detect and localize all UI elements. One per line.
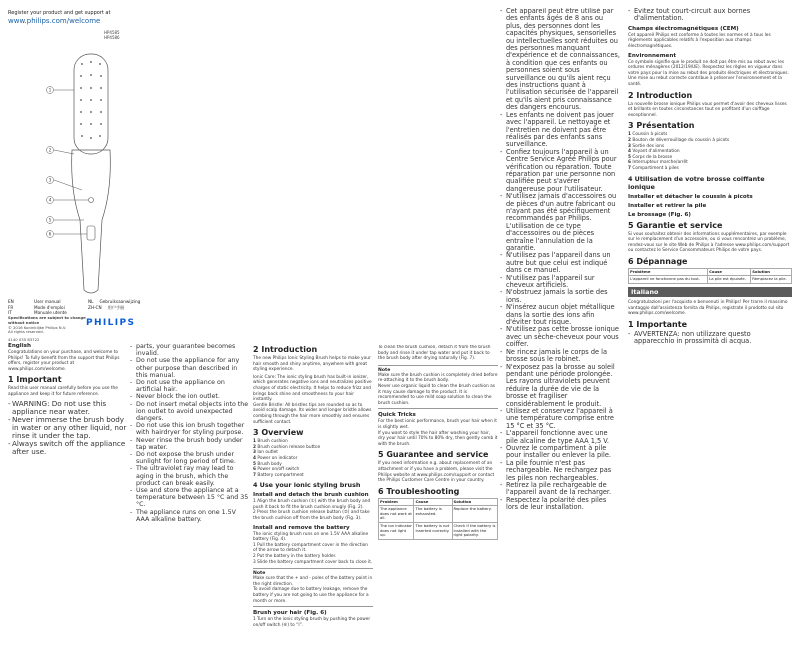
column-header: Problème: [629, 268, 708, 276]
overview-item: 3 Sortie des ions: [628, 143, 665, 149]
section-heading: 2 Introduction: [253, 345, 318, 354]
step: To clean the brush cushion, detach it from the brush body and rinse it under tap water and put it back to the brush body after drying naturally (Fig. 7).: [378, 345, 491, 362]
overview-item: 7 Compartiment à piles: [628, 165, 679, 171]
italian-language-bar: Italiano: [628, 287, 792, 297]
overview-item: 7 Battery compartment: [253, 472, 304, 478]
list-item: - Cet appareil peut être utilisé par des enfants âgés de 8 ans ou plus, des personnes dont les capacités physiques, sensorielles ou intellectuelles sont réduites ou des personnes manquant d'expérience et de connaissances, à condition que ces enfants ou personnes soient sous surveillance ou qu'ils aient reçu des instructions quant à l'utilisation sécurisée de l'appareil et qu'ils aient pris connaissance des dangers encourus.: [500, 8, 620, 112]
table-cell: L'appareil ne fonctionne pas du tout.: [629, 276, 708, 284]
note-title: Note: [378, 367, 391, 373]
list-item: - N'exposez pas la brosse au soleil pendant une période prolongée. Les rayons ultraviolets peuvent réduire la durée de vie de la brosse et fragiliser considérablement le produit.: [500, 364, 620, 408]
table-row: [379, 506, 498, 523]
list-item: - N'utilisez jamais d'accessoires ou de pièces d'un autre fabricant ou n'ayant pas été spécifiquement recommandés par Philips. L'utilisation de ce type d'accessoires ou de pièces entraîne l'annulation de la garantie.: [500, 193, 620, 252]
overview-item: 1 Coussin à picots: [628, 132, 668, 138]
note-item: To avoid damage due to battery leakage, remove the battery if you are not going to use the appliance for a month or more.: [253, 587, 369, 604]
language-code: FR: [8, 304, 14, 310]
table-row: [629, 276, 792, 284]
list-item: - Use and store the appliance at a temperature between 15 °C and 35 °C.: [130, 487, 250, 509]
table-cell: The ion indicator does not light up.: [379, 523, 414, 540]
table-cell: Check if the battery is installed with the right polarity.: [452, 523, 498, 540]
table-cell: Remplacez la pile.: [751, 276, 792, 284]
table-header-row: [629, 268, 792, 276]
note-item: Make sure that the + and - poles of the battery point in the right direction.: [253, 576, 373, 587]
list-item: - Never block the ion outlet.: [130, 393, 250, 400]
callout-number: 4: [48, 197, 52, 203]
step: 3 Slide the battery compartment cover back to close it.: [253, 559, 373, 565]
overview-item: 5 Corps de la brosse: [628, 154, 673, 160]
list-item: - N'obstruez jamais la sortie des ions.: [500, 289, 620, 304]
welcome-url[interactable]: www.philips.com/welcome: [8, 17, 101, 25]
note-box: [253, 568, 373, 607]
table-row: [379, 523, 498, 540]
spec-note: Specifications are subject to change without notice: [8, 315, 86, 325]
subsection-heading: Install and remove the battery: [253, 524, 350, 531]
list-item: - Do not insert metal objects into the ion outlet to avoid unexpected dangers.: [130, 401, 250, 423]
feature-text: Gentle Bristle: All bristles tips are rounded so as to avoid scalp damage. Its wider and longer bristle allows combing through the hair more smoothly and ensures sufficient contact.: [253, 402, 372, 425]
step: 1 Pull the battery compartment cover in the direction of the arrow to detach it.: [253, 542, 368, 554]
section-heading: 1 Important: [8, 375, 62, 385]
column-header: Solution: [452, 498, 498, 506]
french-warning-list-end: [628, 8, 792, 23]
list-item: - Retirez la pile rechargeable de l'appareil avant de la recharger.: [500, 482, 620, 497]
list-item: - Les enfants ne doivent pas jouer avec l'appareil. Le nettoyage et l'entretien ne doivent pas être réalisés par des enfants sans surveillance.: [500, 112, 620, 149]
brush-illustration: [44, 50, 122, 300]
language-heading: English: [8, 343, 31, 349]
guarantee-text: Si vous souhaitez obtenir des informations supplémentaires, par exemple sur le remplacement d'un accessoire, ou si vous rencontrez un problème, rendez-vous sur le site Web de Philips à l'adresse www.philips.com/support ou contactez le Service Consommateurs Philips de votre pays.: [628, 231, 790, 254]
overview-list: [253, 439, 373, 478]
column-header: Solution: [751, 268, 792, 276]
list-item: - The ultraviolet ray may lead to aging in the brush, which the product can break easily.: [130, 465, 250, 487]
list-item: - parts, your guarantee becomes invalid.: [130, 343, 250, 357]
introduction-text: The new Philips Ionic Styling Brush helps to make your hair smooth and shiny anytime, anywhere with great styling experience.: [253, 356, 371, 373]
table-header-row: [379, 498, 498, 506]
section-heading: 4 Use your ionic styling brush: [253, 481, 361, 490]
section-heading: 3 Overview: [253, 428, 304, 438]
copyright: © 2016 Koninklijke Philips N.V.: [8, 324, 67, 330]
model-numbers: [104, 30, 120, 40]
subsection-heading: Brush your hair (Fig. 6): [253, 610, 327, 617]
section-heading: 5 Garantie et service: [628, 220, 723, 230]
philips-logo: PHILIPS: [86, 318, 136, 328]
callout-number: 6: [48, 231, 52, 237]
english-column-3: [253, 345, 373, 628]
register-text: Register your product and get support at: [8, 10, 111, 16]
overview-list: [628, 132, 792, 171]
step: 1 Align the brush cushion (①) with the brush body and push it back to fit the brush cushion snugly (Fig. 2).: [253, 499, 371, 510]
list-item: - La pile fournie n'est pas rechargeable. Ne rechargez pas les piles non rechargeables.: [500, 460, 620, 482]
troubleshooting-table: [378, 498, 498, 540]
list-item: - N'utilisez pas l'appareil dans un autre but que celui est indiqué dans ce manuel.: [500, 252, 620, 274]
list-item: - N'utilisez pas l'appareil sur cheveux artificiels.: [500, 275, 620, 290]
subsection-heading: Install and detach the brush cushion: [253, 492, 369, 499]
section-heading: 3 Présentation: [628, 121, 695, 131]
overview-item: 6 Power on/off switch: [253, 467, 300, 473]
note-item: Never use organic liquid to clean the brush cushion as it may cause damage to the product. It is recommended to use mild soap solution to clean the brush cushion.: [378, 383, 495, 406]
english-column-2: [130, 343, 250, 523]
step: 2 Press the brush cushion release button (②) and take the brush cushion off from the brush body (Fig. 3).: [253, 510, 370, 522]
french-column-1: [500, 8, 620, 512]
table-cell: Replace the battery.: [452, 506, 498, 523]
english-column-4: [378, 345, 498, 540]
overview-item: 2 Bouton de déverrouillage du coussin à picots: [628, 137, 730, 143]
battery-text: The ionic styling brush runs on one 1.5V AAA alkaline battery (Fig. 4).: [253, 531, 369, 543]
italian-intro: Congratulazioni per l'acquisto e benvenuti in Philips! Per trarre il massimo vantaggio dall'assistenza fornita da Philips, registrate il prodotto sul sito www.philips.com/welcome.: [628, 300, 788, 317]
overview-item: 4 Power on indicator: [253, 455, 298, 461]
section-heading: 5 Guarantee and service: [378, 450, 489, 460]
overview-item: 1 Brush cushion: [253, 439, 288, 445]
language-title: Manuale utente: [34, 310, 67, 316]
note-item: Make sure the brush cushion is completely dried before re-attaching it to the brush body.: [378, 372, 498, 384]
important-text: Read this user manual carefully before you use the appliance and keep it for future reference.: [8, 386, 118, 397]
language-title: User manual: [34, 299, 61, 304]
english-section: [8, 337, 128, 457]
list-item: - AVVERTENZA: non utilizzare questo apparecchio in prossimità di acqua.: [628, 331, 792, 346]
environment-text: Ce symbole signifie que le produit ne doit pas être mis au rebut avec les ordures ménagères (2012/19/UE). Respectez les règles en vigueur dans votre pays pour la mise au rebut des produits électriques et électroniques. Une mise au rebut correcte contribue à préserver l'environnement et la santé.: [628, 59, 789, 87]
section-heading: 4 Utilisation de votre brosse coiffante ionique: [628, 174, 765, 191]
italian-warning-list: [628, 331, 792, 346]
guarantee-text: If you need information e.g. about replacement of an attachment or if you have a problem, please visit the Philips website at www.philips.com/support or contact the Philips Customer Care Centre in your country.: [378, 461, 495, 484]
column-header: Cause: [414, 498, 452, 506]
table-cell: The battery is not inserted correctly.: [414, 523, 452, 540]
introduction-text: La nouvelle brosse ionique Philips vous permet d'avoir des cheveux lisses et brillants en toutes circonstances tout en profitant d'un coiffage exceptionnel.: [628, 101, 787, 118]
list-item: - Confiez toujours l'appareil à un Centre Service Agréé Philips pour vérification ou réparation. Toute réparation par une personne non qualifiée peut s'avérer dangereuse pour l'utilisateur.: [500, 149, 620, 193]
legal-block: [8, 316, 88, 343]
overview-item: 2 Brush cushion release button: [253, 444, 321, 450]
list-item: - Do not use the appliance on artificial hair.: [130, 379, 250, 393]
list-item: - N'utilisez pas cette brosse ionique avec un sèche-cheveux pour vous coiffer.: [500, 326, 620, 348]
table-cell: The appliance does not work at all.: [379, 506, 414, 523]
tip: For the best ionic performance, brush your hair when it is slightly wet.: [378, 419, 497, 430]
french-warning-list: [500, 8, 620, 512]
language-title: Mode d'emploi: [34, 304, 65, 310]
language-code: NL: [88, 299, 94, 304]
list-item: - Always switch off the appliance after use.: [8, 440, 128, 456]
note-title: Note: [253, 571, 266, 577]
list-item: - Ouvrez le compartiment à pile pour installer ou enlever la pile.: [500, 445, 620, 460]
callout-number: 5: [48, 217, 52, 223]
list-item: - WARNING: Do not use this appliance near water.: [8, 400, 128, 416]
section-heading: 6 Dépannage: [628, 256, 688, 266]
language-code: IT: [8, 310, 12, 316]
list-item: - The appliance runs on one 1.5V AAA alkaline battery.: [130, 509, 250, 523]
overview-item: 6 Interrupteur marche/arrêt: [628, 160, 688, 166]
note-box: [378, 365, 498, 410]
step: 1 Turn on the ionic styling brush by pushing the power on/off switch (⑥) to “I”.: [253, 617, 371, 628]
model-number: HP4585: [104, 30, 120, 35]
table-cell: La pile est épuisée.: [708, 276, 751, 284]
subsection-heading: Le brossage (Fig. 6): [628, 211, 691, 218]
language-code: EN: [8, 299, 14, 304]
emf-text: Cet appareil Philips est conforme à toutes les normes et à tous les règlements applicables relatifs à l'exposition aux champs électromagnétiques.: [628, 32, 771, 49]
overview-item: 4 Voyant d'alimentation: [628, 149, 680, 155]
list-item: - Utilisez et conservez l'appareil à une température comprise entre 15 °C et 35 °C.: [500, 408, 620, 430]
step: 2 Put the battery in the battery holder.: [253, 554, 337, 560]
list-item: - N'insérez aucun objet métallique dans la sortie des ions afin d'éviter tout risque.: [500, 304, 620, 326]
table-cell: The battery is exhausted.: [414, 506, 452, 523]
language-title: 用户手册: [107, 304, 125, 310]
tip: If you want to style the hair after washing your hair, dry your hair until 70% to 80% dry, then gently comb it with the brush.: [378, 430, 498, 447]
warning-list-continued: [130, 343, 250, 523]
subsection-heading: Quick Tricks: [378, 412, 416, 419]
callout-number: 2: [48, 147, 52, 153]
doc-code: 4140 035 83722: [8, 337, 40, 343]
list-item: - Never immerse the brush body in water or any other liquid, nor rinse it under the tap.: [8, 416, 128, 440]
language-index: [8, 299, 178, 316]
list-item: - Do not expose the brush under sunlight for long period of time.: [130, 451, 250, 465]
subsection-heading: Environnement: [628, 52, 677, 59]
overview-item: 5 Brush body: [253, 461, 282, 467]
language-title: Gebruiksaanwijzing: [99, 299, 141, 304]
list-item: - L'appareil fonctionne avec une pile alcaline de type AAA 1,5 V.: [500, 430, 620, 445]
rights: All rights reserved.: [8, 329, 44, 335]
list-item: - Respectez la polarité des piles lors de leur installation.: [500, 497, 620, 512]
section-heading: 2 Introduction: [628, 90, 693, 100]
list-item: - Évitez tout court-circuit aux bornes d'alimentation.: [628, 8, 792, 23]
list-item: - Ne rincez jamais le corps de la brosse sous le robinet.: [500, 349, 620, 364]
column-header: Cause: [708, 268, 751, 276]
subsection-heading: Installer et retirer la pile: [628, 202, 707, 209]
troubleshooting-table: [628, 268, 792, 284]
language-code: ZH-CN: [88, 304, 102, 310]
subsection-heading: Installer et détacher le coussin à picots: [628, 193, 753, 200]
warning-list: [8, 400, 128, 457]
list-item: - Do not use the appliance for any other purpose than described in this manual.: [130, 357, 250, 379]
column-header: Problem: [379, 498, 414, 506]
callout-number: 3: [48, 177, 52, 183]
overview-item: 3 Ion outlet: [253, 450, 278, 456]
feature-text: Ionic Care: The ionic styling brush has built-in ionizer, which generates negative ions and neutralizes positive charges of static electricity. It helps to reduce frizz and brings back shine and smoothness to your hair instantly.: [253, 374, 372, 403]
section-heading: 6 Troubleshooting: [378, 486, 460, 496]
section-heading: 1 Importante: [628, 319, 687, 329]
callout-number: 1: [48, 87, 52, 93]
intro-text: Congratulations on your purchase, and welcome to Philips! To fully benefit from the support that Philips offers, register your product at www.philips.com/welcome.: [8, 350, 120, 372]
model-number: HP4586: [104, 35, 120, 40]
list-item: - Never rinse the brush body under tap water.: [130, 437, 250, 451]
french-column-2: [628, 8, 792, 346]
list-item: - Do not use this ion brush together with hairdryer for styling purpose.: [130, 422, 250, 436]
subsection-heading: Champs électromagnétiques (CEM): [628, 25, 739, 32]
